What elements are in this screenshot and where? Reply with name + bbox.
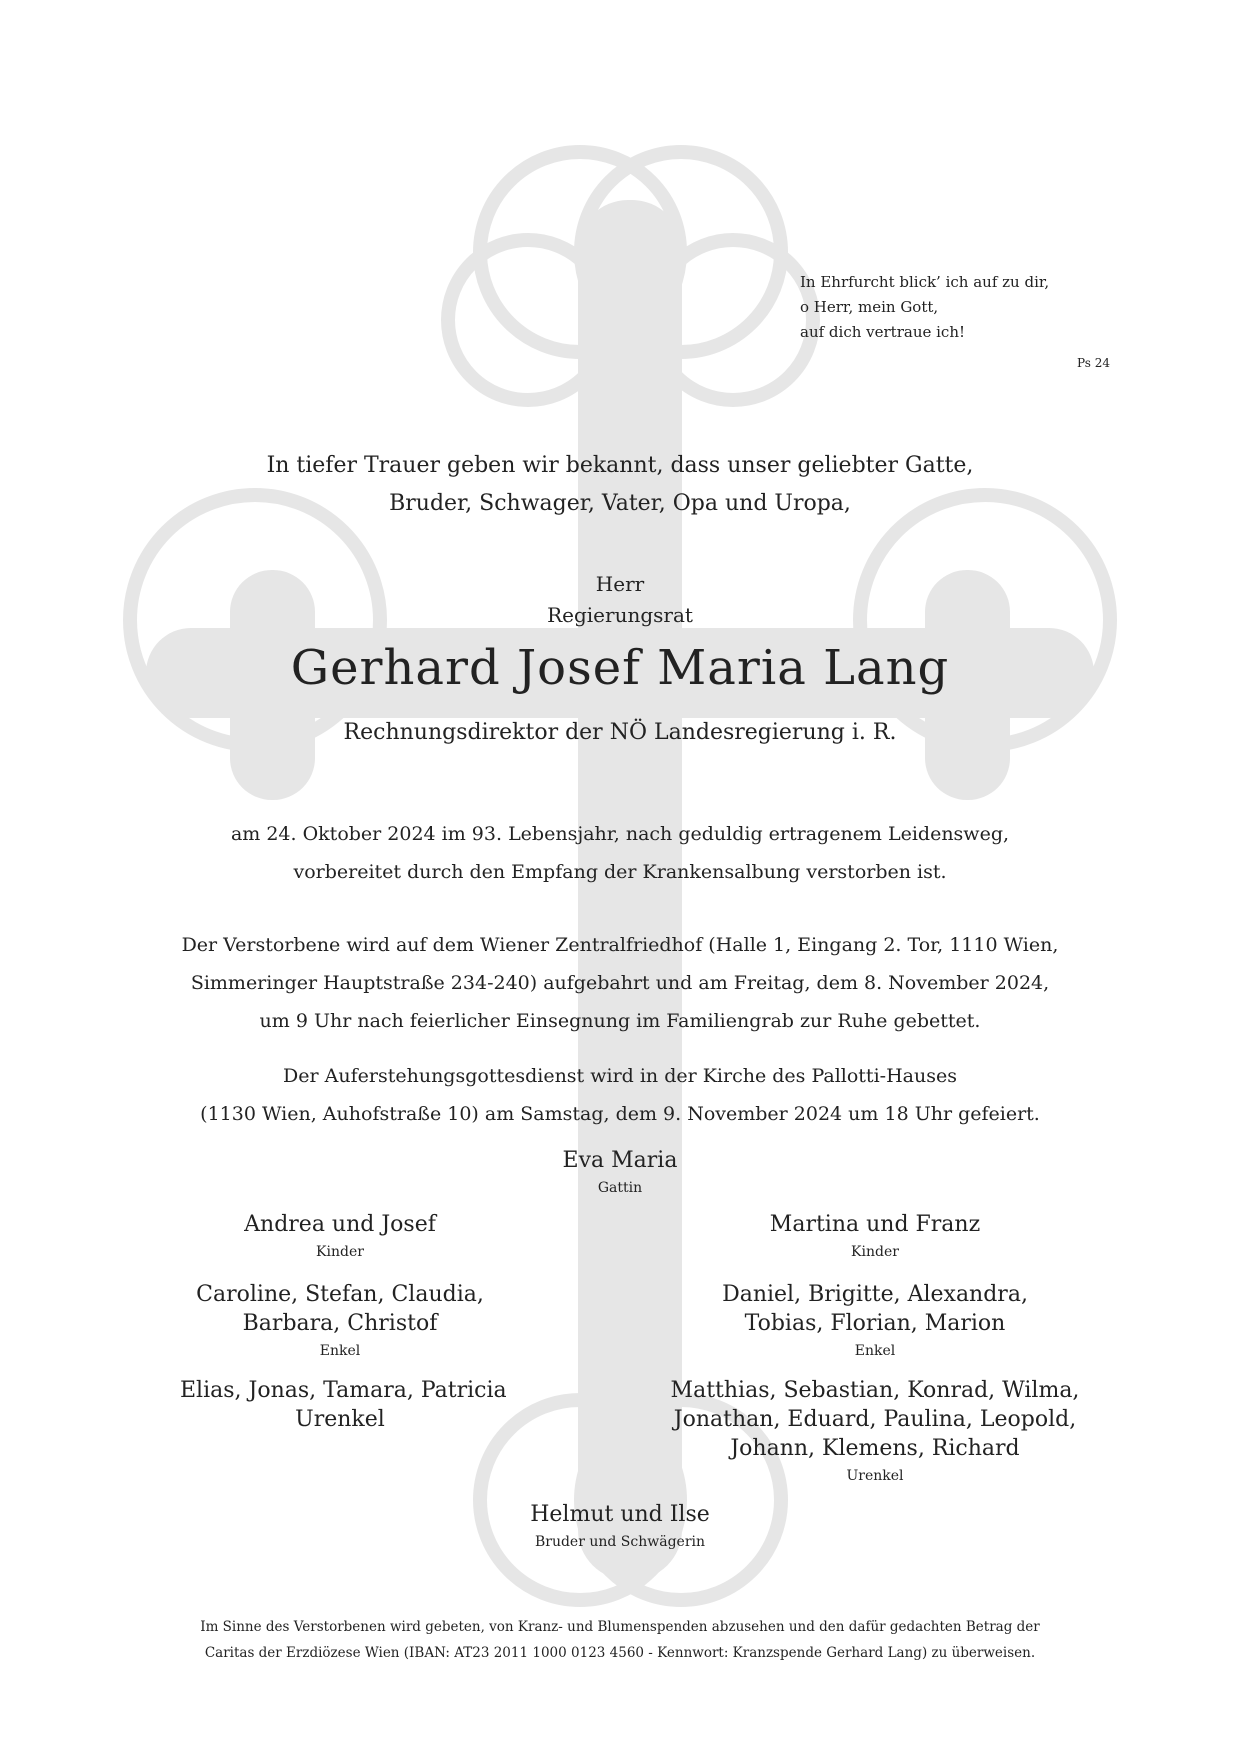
death-paragraph: [100, 815, 1140, 891]
mourner-relation: Gattin: [597, 1180, 643, 1196]
mourner-spouse: [420, 1146, 820, 1198]
mourner-names: Barbara, Christof: [242, 1311, 438, 1336]
mourner-grandchildren-left: [180, 1280, 500, 1361]
paragraph-line: (1130 Wien, Auhofstraße 10) am Samstag, dem 9. November 2024 um 18 Uhr gefeiert.: [200, 1103, 1040, 1125]
mourner-names: Caroline, Stefan, Claudia,: [196, 1282, 484, 1307]
service-paragraph: [100, 1057, 1140, 1133]
mourner-relation: Kinder: [851, 1244, 899, 1260]
intro-line: Bruder, Schwager, Vater, Opa und Uropa,: [389, 491, 851, 516]
mourner-names: Martina und Franz: [769, 1212, 981, 1237]
announcement-intro: [120, 447, 1120, 523]
mourner-names: Eva Maria: [562, 1148, 678, 1173]
footer-line: Im Sinne des Verstorbenen wird gebeten, von Kranz- und Blumenspenden abzusehen und den dafür gedachten Betrag der: [200, 1619, 1040, 1635]
honorary-title: Regierungsrat: [547, 603, 693, 627]
paragraph-line: um 9 Uhr nach feierlicher Einsegnung im Familiengrab zur Ruhe gebettet.: [259, 1010, 981, 1032]
psalm-line: In Ehrfurcht blick’ ich auf zu dir,: [800, 273, 1050, 291]
mourner-names: Daniel, Brigitte, Alexandra,: [722, 1282, 1028, 1307]
paragraph-line: Der Verstorbene wird auf dem Wiener Zentralfriedhof (Halle 1, Eingang 2. Tor, 1110 Wien,: [181, 934, 1059, 956]
mourner-relation: Enkel: [319, 1343, 361, 1359]
mourner-great-grandchildren-right: [660, 1376, 1090, 1486]
funeral-paragraph: [100, 926, 1140, 1040]
paragraph-line: vorbereitet durch den Empfang der Krankensalbung verstorben ist.: [293, 861, 947, 883]
mourner-names: Andrea und Josef: [244, 1212, 436, 1237]
paragraph-line: Simmeringer Hauptstraße 234-240) aufgebahrt und am Freitag, dem 8. November 2024,: [190, 972, 1050, 994]
mourner-names: Helmut und Ilse: [530, 1502, 710, 1527]
mourner-children-right: [660, 1210, 1090, 1262]
mourner-relation: Bruder und Schwägerin: [534, 1534, 706, 1550]
mourner-great-grandchildren-left: [180, 1376, 507, 1434]
mourner-grandchildren-right: [660, 1280, 1090, 1361]
deceased-position: Rechnungsdirektor der NÖ Landesregierung i. R.: [343, 720, 897, 745]
mourner-relation: Urenkel: [295, 1407, 385, 1432]
psalm-line: auf dich vertraue ich!: [800, 323, 966, 341]
paragraph-line: Der Auferstehungsgottesdienst wird in der Kirche des Pallotti-Hauses: [283, 1065, 957, 1087]
psalm-line: o Herr, mein Gott,: [800, 298, 939, 316]
mourner-names: Matthias, Sebastian, Konrad, Wilma,: [670, 1378, 1080, 1403]
mourner-relation: Urenkel: [846, 1468, 904, 1484]
deceased-name: Gerhard Josef Maria Lang: [290, 640, 950, 696]
donation-note: [60, 1614, 1180, 1666]
mourner-children-left: [180, 1210, 500, 1262]
mourner-relation: Kinder: [316, 1244, 364, 1260]
mourner-names: Johann, Klemens, Richard: [730, 1436, 1020, 1461]
footer-line: Caritas der Erzdiözese Wien (IBAN: AT23 2011 1000 0123 4560 - Kennwort: Kranzspende Gerhard Lang) zu überweisen.: [204, 1645, 1036, 1661]
mourner-relation: Enkel: [854, 1343, 896, 1359]
mourner-siblings: [420, 1500, 820, 1552]
mourner-names: Tobias, Florian, Marion: [744, 1311, 1006, 1336]
salutation: Herr: [595, 572, 645, 596]
mourner-names: Elias, Jonas, Tamara, Patricia: [180, 1378, 507, 1403]
mourner-names: Jonathan, Eduard, Paulina, Leopold,: [673, 1407, 1077, 1432]
intro-line: In tiefer Trauer geben wir bekannt, dass unser geliebter Gatte,: [266, 453, 974, 478]
psalm-quote: [800, 270, 1110, 376]
psalm-reference: Ps 24: [1077, 356, 1110, 370]
paragraph-line: am 24. Oktober 2024 im 93. Lebensjahr, nach geduldig ertragenem Leidensweg,: [230, 823, 1010, 845]
